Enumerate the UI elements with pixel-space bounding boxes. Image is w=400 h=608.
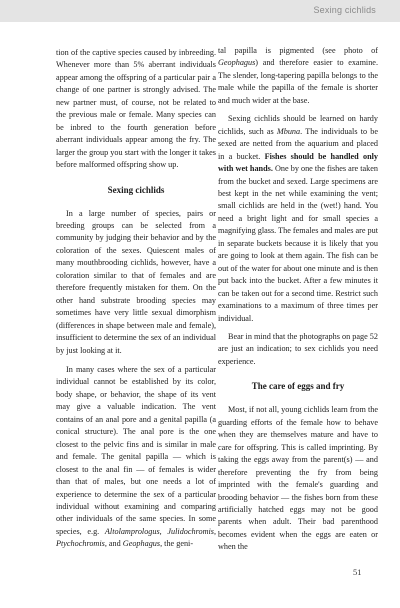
paragraph (218, 45, 378, 107)
paragraph-text: In many cases where the sex of a particular individual cannot be established by its color, body shape, or behavior, the shape of its vent may give a valuable indication. The vent contains of an anal pore and a genital papilla (a conical structure). The anal pore is the one closest to the pelvic fins and is similar in male and female. The genital papilla — which is closest to the anal fin — of females is wider than that of males, but one needs a lot of experience to determine the sex of a particular individual without examining and comparing other individuals of the same species. In some species, e.g. (56, 364, 216, 536)
species-name: Mbuna (276, 126, 301, 136)
paragraph: tion of the captive species caused by inbreeding. Whenever more than 5% aberrant individuals appear among the offspring of a particular pair a change of one partner is strongly advised. The new partner must, of course, not be related to the previous male or female. Many species can be inbred to the fourth generation before aberrant individuals appear among the fry. The larger the group you start with the longer it takes before malformed offspring show up. (56, 48, 216, 170)
right-column (218, 45, 378, 554)
section-heading: Sexing cichlids (107, 184, 165, 195)
separator: , (213, 526, 217, 536)
paragraph-text: ) and therefore easier to examine. The slender, long-tapering papilla belongs to the male while the papilla of the female is shorter and much wider at the base. (218, 58, 378, 105)
species-name: Altolamprologus (104, 526, 160, 536)
species-name: Ptychochromis (56, 539, 105, 549)
separator: , and (104, 539, 123, 549)
running-header (0, 0, 400, 22)
paragraph (218, 113, 378, 325)
paragraph: In a large number of species, pairs or breeding groups can be selected from a community by judging their behavior and by the coloration of the sexes. Quiescent males of many mouthbrooding cichlids, however, have a coloration similar to that of females and are therefore frequently mistaken for them. On the other hand substrate brooding species may sometimes have very little sexual dimorphism (differences in shape between male and female), insufficient to determine the sex of an individual by just looking at it. (56, 208, 216, 355)
paragraph: Bear in mind that the photographs on page 52 are just an indication; to sex cichlids you need experience. (218, 331, 378, 366)
species-name: Julidochromis (167, 526, 214, 536)
species-name: Geophagus (122, 539, 161, 549)
paragraph-text: One by one the fishes are taken from the bucket and sexed. Large specimens are best kept in the net while examining the vent; small cichlids are held in the (wet!) hand. You need a bright light and for small species a magnifying glass. The females and males are put in separate buckets because it is likely that you are going to look at them again. The fish can be out of the water for about one minute and is then put back into the bucket. After a few minutes it can be taken out for a second time. Restrict such examinations to a maximum of three times per individual. (218, 164, 378, 323)
paragraph-text: . The individuals to be sexed are netted from the aquarium and placed in a bucket. (218, 126, 378, 161)
page-number: 51 (353, 567, 362, 577)
running-title: Sexing cichlids (313, 5, 376, 15)
paragraph-text: Sexing cichlids should be learned on hardy cichlids, such as (218, 114, 378, 136)
paragraph (56, 364, 216, 551)
species-name: Geophagus (218, 58, 256, 68)
paragraph: Most, if not all, young cichlids learn from the guarding efforts of the female how to behave when they are themselves mature and have to care for offspring. This is called imprinting. By taking the eggs away from the parent(s) — and therefore preventing the fry from being imprinted with the female's guarding and brooding behavior — the fishes born from these artificially hatched eggs may not be good parents when adult. Their bad parenthood becomes evident when the eggs are eaten or when the (218, 405, 378, 552)
paragraph-text: tal papilla is pigmented (see photo of (218, 46, 378, 55)
section-heading: The care of eggs and fry (251, 381, 345, 392)
separator: , (159, 526, 168, 536)
bold-instruction: Fishes should be handled only with wet hands. (218, 151, 378, 174)
left-column (56, 47, 216, 551)
paragraph-text: , the geni- (160, 539, 194, 549)
